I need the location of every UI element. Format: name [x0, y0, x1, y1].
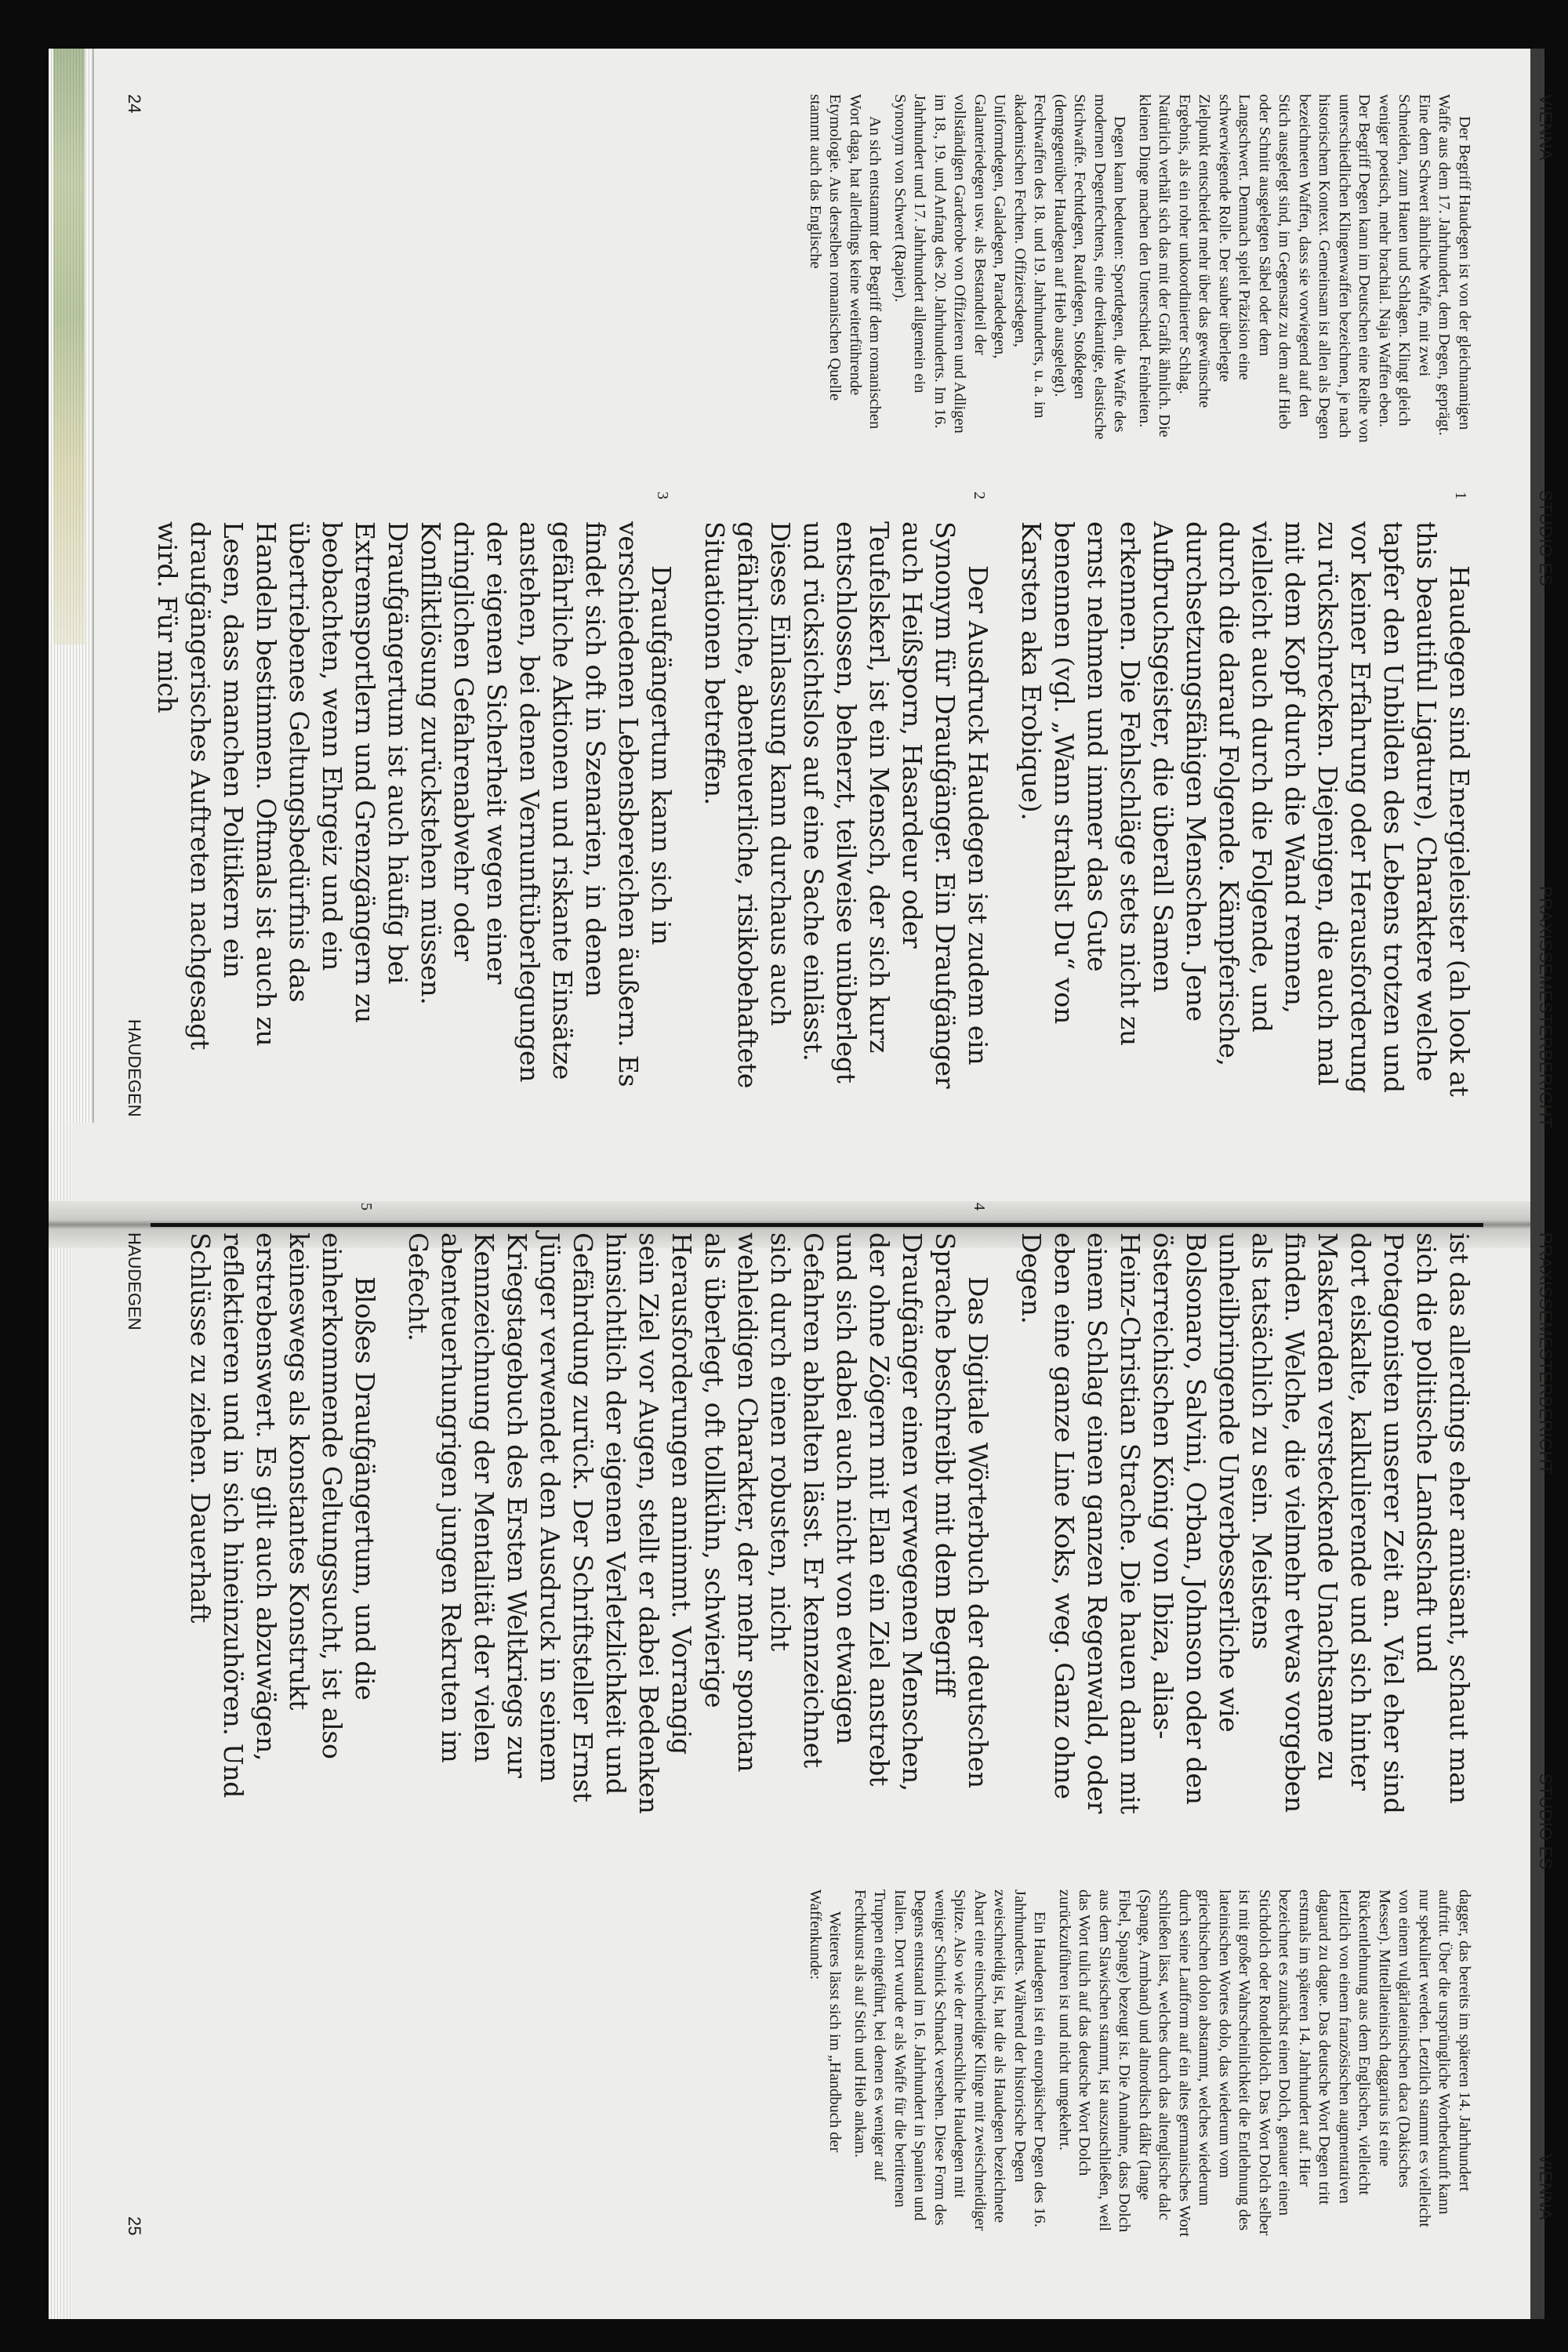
sidebar-paragraph: Weiteres lässt sich im „Handbuch der Waffenkunde: [807, 1889, 844, 2153]
main-paragraph [698, 492, 994, 1103]
page-edges-lower [49, 1123, 72, 2319]
sidebar-paragraph: dagger, das bereits im späteren 14. Jahrhundert auftritt. Über die ursprüngliche Wortherkunft kann nur spekuliert werden. Letztlich stammt es vielleicht von einem vulgärlateinischen daca (Dakisches Messer). Mittellateinisch daggarius ist eine Rückentlehnung aus dem Englischen, vielleicht letztlich von einem französischen augmentativen daguard zu dague. Das deutsche Wort Degen tritt erstmals im späteren 14. Jahrhundert auf. Hier bezeichnet es zunächst einen Dolch, genauer einen Stichdolch oder Rondelldolch. Das Wort Dolch selber ist mit großer Wahrscheinlichkeit die Entlehnung des lateinischen Wortes dolo, das wiederum vom griechischen dolon abstammt, welches wiederum durch seine Laufform auf ein altes germanisches Wort schließen lässt, welches durch das altenglische dalc (Spange, Armband) und altnordisch dálkr (lange Fibel, Spange) bezeugt ist. Die Annahme, dass Dolch aus dem Slawischen stammt, ist auszuschließen, weil das Wort tulich auf das deutsche Wort Dolch zurückzuführen ist und nicht umgekehrt. [1056, 1889, 1473, 2238]
main-paragraph-text: ist das allerdings eher amüsant, schaut man sich die politische Landschaft und Protagonisten unserer Zeit an. Viel eher sind dort eiskalte, kalkulierende und sich hinter Maskeraden versteckende Unachtsame zu finden. Welche, die vielmehr etwas vorgeben als tatsächlich zu sein. Meistens unheilbringende Unverbesserliche wie Bolsonaro, Salvini, Orban, Johnson oder den österreichischen König von Ibiza, alias-Heinz-Christian Strache. Die hauen dann mit einem Schlag einen ganzen Regenwald, oder eben eine ganze Line Koks, weg. Ganz ohne Degen. [1016, 1232, 1475, 1814]
main-paragraph-text: Der Ausdruck Haudegen ist zudem ein Synonym für Draufgänger. Ein Draufgänger auch Heißsporn, Hasardeur oder Teufelskerl, ist ein Mensch, der sich kurz entschlossen, beherzt, teilweise unüberlegt und rücksichtslos auf eine Sache einlässt. Dieses Einlassung kann durchaus auch gefährliche, abenteuerliche, risikobehaftete Situationen betreffen. [699, 521, 993, 1089]
header-studio: STUDIO ES [1536, 490, 1555, 587]
main-paragraph-text: Haudegen sind Energieleister (ah look at this beautiful Ligature), Charaktere welche tapfer den Unbilden des Lebens trotzen und vor keiner Erfahrung oder Herausforderung zu rückschrecken. Diejenigen, die auch mal mit dem Kopf durch die Wand rennen, vielleicht auch durch die Folgende, und durch die darauf Folgende. Kämpferische, durchsetzungsfähigen Menschen. Jene Aufbruchsgeister, die überall Samen erkennen. Die Fehlschläge stets nicht zu ernst nehmen und immer das Gute benennen (vgl. „Wann strahlst Du“ von Karsten aka Erobique). [1016, 521, 1475, 1097]
footer-section: HAUDEGEN [125, 1232, 144, 1330]
sidebar-paragraph: Der Begriff Haudegen ist von der gleichnamigen Waffe aus dem 17. Jahrhundert, dem Degen, geprägt. Eine dem Schwert ähnliche Waffe, mit zwei Schneiden, zum Hauen und Schlagen. Klingt gleich weniger poetisch, mehr brachial. Naja Waffen eben. Der Begriff Degen kann im Deutschen eine Reihe von unterschiedlichen Klingenwaffen bezeichnen, je nach historischem Kontext. Gemeinsam ist allen als Degen bezeichneten Waffen, dass sie vorwiegend auf den Stich ausgelegt sind, im Gegensatz zu dem auf Hieb oder Schnitt ausgelegten Säbel oder dem Langschwert. Demnach spielt Präzision eine schwerwiegende Rolle. Der sauber überlegte Zielpunkt entscheidet mehr über das gewünschte Ergebnis, als ein roher unkoordinierter Schlag. Natürlich verhält sich das mit der Grafik ähnlich. Die kleinen Dinge machen den Unterschied. Feinheiten. [1136, 94, 1473, 443]
sidebar-paragraph: Degen kann bedeuten: Sportdegen, die Waffe des modernen Degenfechtens, eine dreikantige, elastische Stichwaffe. Fechtdegen, Raufdegen, Stoßdegen (demgegenüber Haudegen auf Hieb ausgelegt). Fechtwaffen des 18. und 19. Jahrhunderts, u. a. im akademischen Fechten. Offiziersdegen, Uniformdegen, Galadegen, Paradedegen, Galanteriedegen usw. als Bestandteil der vollständigen Garderobe von Offizieren und Adligen im 18., 19. und Anfang des 20. Jahrhunderts. Im 16. Jahrhundert und 17. Jahrhundert allgemein ein Synonym von Schwert (Rapier). [891, 94, 1129, 440]
sidebar-paragraph: Ein Haudegen ist ein europäischer Degen des 16. Jahrhunderts. Während der historische Degen zweischneidig ist, hat die als Haudegen bezeichnete Abart eine einschneidige Klinge mit zweischneidiger Spitze. Also wie der menschliche Haudegen mit weniger Schnick Schnack versehen. Diese Form des Degens entstand im 16. Jahrhundert in Spanien und Italien. Dort wurde er als Waffe für die berittenen Truppen eingeführt, bei denen es weniger auf Fechtkunst als auf Stich und Hieb ankam. [851, 1889, 1049, 2231]
header-city: VIENNA [1536, 94, 1555, 161]
page-number: 25 [125, 2216, 144, 2236]
header-report: PRAXISSEMESTERBERICHT [1536, 886, 1555, 1128]
sidebar-column [800, 1889, 1475, 2238]
page-number: 24 [125, 94, 144, 114]
footnote-marker: 2 [971, 492, 988, 499]
header-report: PRAXISSEMESTERBERICHT [1536, 1232, 1555, 1475]
main-paragraph [151, 492, 677, 1103]
main-column [130, 492, 1475, 1103]
running-footer [118, 1232, 149, 2244]
main-paragraph-text: Bloßes Draufgängertum, und die einherkommende Geltungssucht, ist also keineswegs als konstantes Konstrukt erstrebenswert. Es gilt auch abzuwägen, reflektieren und in sich hineinzuhören. Und Schlüsse zu ziehen. Dauerhaft [185, 1232, 380, 1798]
footer-section: HAUDEGEN [125, 1019, 144, 1117]
running-header [1529, 94, 1560, 1128]
page-25 [118, 1203, 1560, 2244]
footnote-marker: 3 [654, 492, 671, 499]
footnote-marker: 4 [971, 1203, 988, 1210]
sidebar-column [800, 94, 1475, 443]
sidebar-paragraph: An sich entstammt der Begriff dem romanischen Wort daga, hat allerdings keine weiterführende Etymologie. Aus derselben romanischen Quelle stammt auch das Englische [807, 94, 884, 430]
main-paragraph [183, 1203, 381, 1814]
main-paragraph-text: Das Digitale Wörterbuch der deutschen Sprache beschreibt mit dem Begriff Draufgänger einen verwegenen Menschen, der ohne Zögern mit Elan ein Ziel anstrebt und sich dabei auch nicht von etwaigen Gefahren abhalten lässt. Er kennzeichnet sich durch einen robusten, nicht wehleidigen Charakter, der mehr spontan als überlegt, oft tollkühn, schwierige Herausforderungen annimmt. Vorrangig sein Ziel vor Augen, stellt er dabei Bedenken hinsichtlich der eigenen Verletzlichkeit und Gefährdung zurück. Der Schriftsteller Ernst Jünger verwendet den Ausdruck in seinem Kriegstagebuch des Ersten Weltkriegs zur Kennzeichnung der Mentalität der vielen abenteuerhungrigen jungen Rekruten im Gefecht. [403, 1232, 993, 1814]
page-24 [118, 94, 1560, 1128]
edge-photo-strip [53, 49, 85, 644]
binding-thread [151, 1223, 1483, 1227]
footnote-marker: 5 [358, 1203, 375, 1210]
main-paragraph [401, 1203, 994, 1814]
main-paragraph-text: Draufgängertum kann sich in verschiedenen Lebensbereichen äußern. Es findet sich oft in Szenarien, in denen gefährliche Aktionen und riskante Einsätze anstehen, bei denen Vernunftüberlegungen der eigenen Sicherheit wegen einer dringlichen Gefahrenabwehr oder Konfliktlösung zurückstehen müssen. Draufgängertum ist auch häufig bei Extremsportlern und Grenzgängern zu beobachten, wenn Ehrgeiz und ein übertriebenes Geltungsbedürfnis das Handeln bestimmen. Oftmals ist auch zu Lesen, dass manchen Politikern ein draufgängerisches Auftreten nachgesagt wird. Für mich [152, 521, 677, 1087]
main-paragraph [1014, 1232, 1475, 1814]
header-city: VIENNA [1536, 2154, 1555, 2220]
running-footer [118, 94, 149, 1117]
page-edges [49, 49, 94, 1123]
footnote-marker: 1 [1452, 492, 1469, 499]
running-header [1529, 1232, 1560, 2244]
header-studio: STUDIO ES [1536, 1773, 1555, 1871]
main-paragraph [1014, 492, 1475, 1103]
main-column [163, 1203, 1475, 1814]
